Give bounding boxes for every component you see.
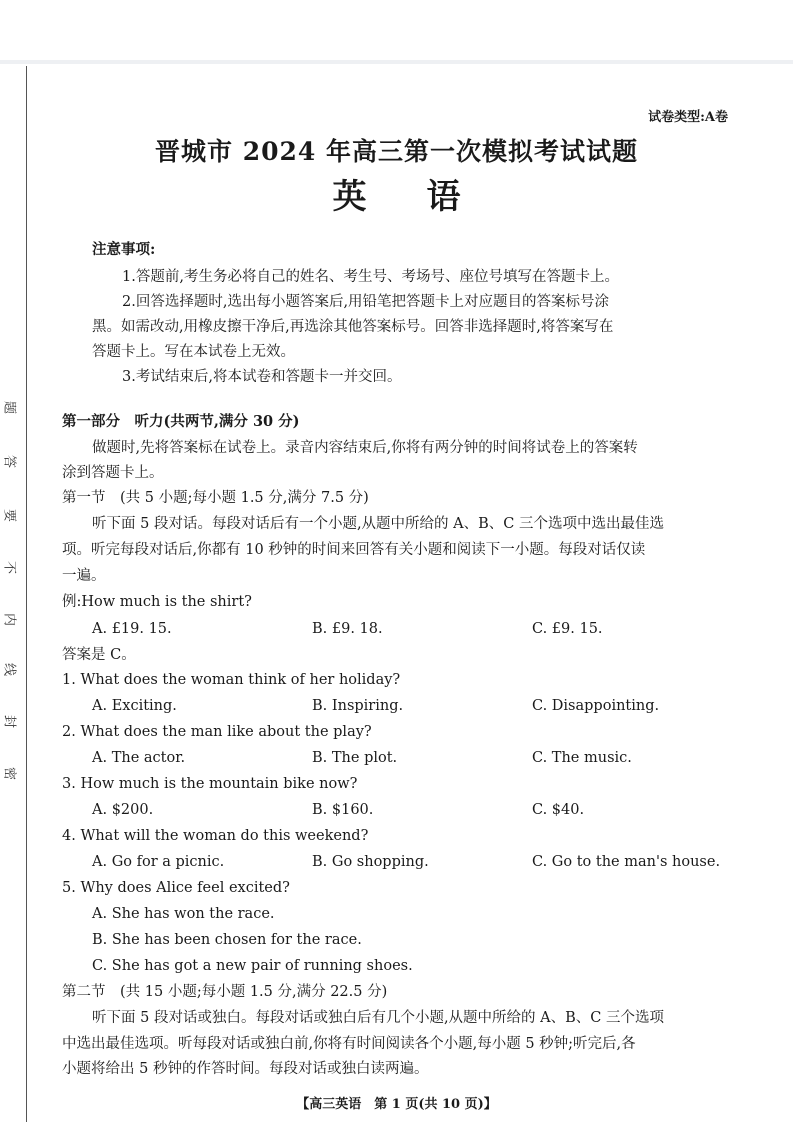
notice-item: 答题卡上。写在本试卷上无效。 [92, 344, 295, 360]
top-divider [0, 60, 793, 64]
notice-item: 3.考试结束后,将本试卷和答题卡一并交回。 [122, 369, 402, 385]
part1-intro-line: 做题时,先将答案标在试卷上。录音内容结束后,你将有两分钟的时间将试卷上的答案转 [92, 440, 638, 456]
option: B. Go shopping. [312, 854, 429, 870]
margin-char: 内 [1, 612, 17, 626]
option: C. Disappointing. [532, 698, 660, 714]
option: B. The plot. [312, 750, 398, 766]
example-option: C. £9. 15. [532, 621, 603, 637]
margin-char: 封 [1, 714, 17, 728]
example-question: 例:How much is the shirt? [62, 594, 252, 610]
option: C. She has got a new pair of running shoes. [92, 958, 413, 974]
option: A. She has won the race. [92, 906, 275, 922]
part1-heading: 第一部分 听力(共两节,满分 30 分) [62, 413, 300, 430]
option: C. $40. [532, 802, 585, 818]
notice-item: 2.回答选择题时,选出每小题答案后,用铅笔把答题卡上对应题目的答案标号涂 [122, 294, 610, 310]
example-option: B. £9. 18. [312, 621, 383, 637]
question-2: 2. What does the man like about the play? [62, 724, 372, 740]
section1-heading: 第一节 (共 5 小题;每小题 1.5 分,满分 7.5 分) [62, 490, 369, 506]
section2-intro-line: 听下面 5 段对话或独白。每段对话或独白后有几个小题,从题中所给的 A、B、C 三个选项 [92, 1010, 664, 1026]
part1-intro-line: 涂到答题卡上。 [62, 465, 164, 481]
binding-line [26, 66, 27, 1122]
option: A. Go for a picnic. [92, 854, 225, 870]
margin-char: 答 [1, 454, 17, 468]
page-footer: 【高三英语 第 1 页(共 10 页)】 [296, 1097, 497, 1112]
notice-item: 黑。如需改动,用橡皮擦干净后,再选涂其他答案标号。回答非选择题时,将答案写在 [92, 319, 614, 335]
paper-type-label: 试卷类型:A卷 [648, 110, 728, 125]
option: C. The music. [532, 750, 632, 766]
option: A. $200. [92, 802, 154, 818]
option: A. Exciting. [92, 698, 177, 714]
section2-intro-line: 中选出最佳选项。听每段对话或独白前,你将有时间阅读各个小题,每小题 5 秒钟;听完后,各 [62, 1036, 636, 1052]
question-1: 1. What does the woman think of her holiday? [62, 672, 401, 688]
option: B. Inspiring. [312, 698, 404, 714]
section1-intro-line: 一遍。 [62, 568, 106, 584]
margin-char: 要 [1, 508, 17, 522]
notice-item: 1.答题前,考生务必将自己的姓名、考生号、考场号、座位号填写在答题卡上。 [122, 269, 619, 285]
section1-intro-line: 听下面 5 段对话。每段对话后有一个小题,从题中所给的 A、B、C 三个选项中选出最佳选 [92, 516, 664, 532]
section2-intro-line: 小题将给出 5 秒钟的作答时间。每段对话或独白读两遍。 [62, 1061, 429, 1077]
exam-title: 晋城市 2024 年高三第一次模拟考试试题 [155, 137, 638, 166]
question-3: 3. How much is the mountain bike now? [62, 776, 358, 792]
margin-char: 密 [1, 766, 17, 780]
question-4: 4. What will the woman do this weekend? [62, 828, 369, 844]
question-5: 5. Why does Alice feel excited? [62, 880, 290, 896]
margin-char: 题 [1, 400, 17, 414]
top-blank-band [0, 0, 793, 62]
margin-char: 线 [1, 662, 17, 676]
option: B. She has been chosen for the race. [92, 932, 362, 948]
section2-heading: 第二节 (共 15 小题;每小题 1.5 分,满分 22.5 分) [62, 984, 388, 1000]
notice-heading: 注意事项: [92, 241, 156, 258]
example-answer: 答案是 C。 [62, 647, 136, 663]
option: B. $160. [312, 802, 374, 818]
section1-intro-line: 项。听完每段对话后,你都有 10 秒钟的时间来回答有关小题和阅读下一小题。每段对话仅读 [62, 542, 646, 558]
option: A. The actor. [92, 750, 186, 766]
example-option: A. £19. 15. [92, 621, 172, 637]
option: C. Go to the man's house. [532, 854, 721, 870]
margin-char: 不 [1, 560, 17, 574]
subject-title: 英语 [332, 177, 521, 217]
